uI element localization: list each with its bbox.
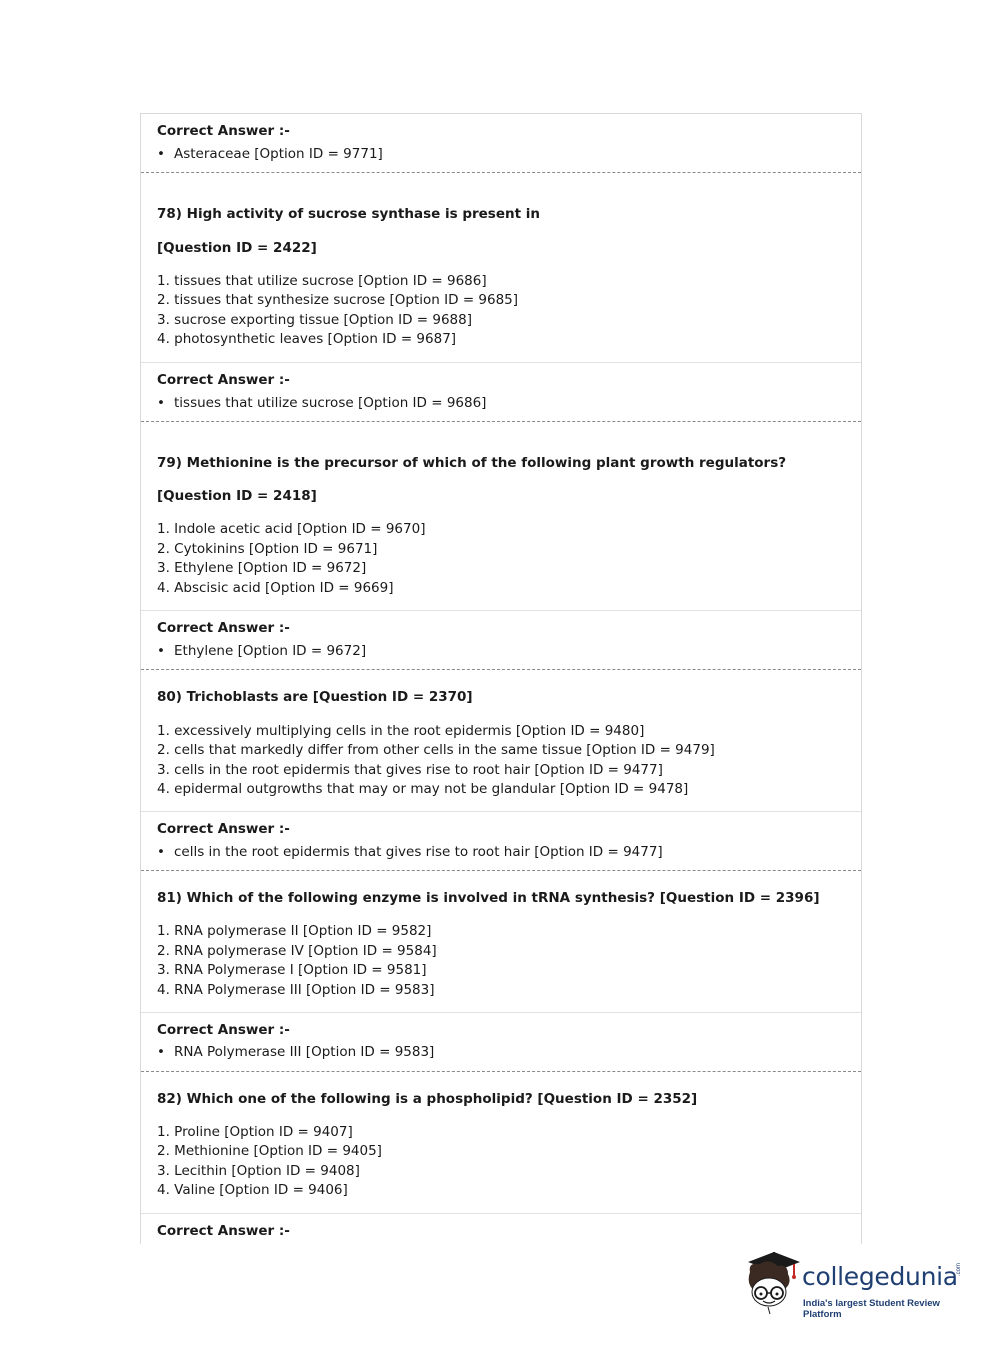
answer-row xyxy=(157,1044,434,1060)
question-title: 78) High activity of sucrose synthase is present in xyxy=(157,206,540,222)
brand-tagline: India's largest Student Review Platform xyxy=(803,1298,940,1320)
option-2: 2. cells that markedly differ from other cells in the same tissue [Option ID = 9479] xyxy=(157,742,715,758)
option-3: 3. Ethylene [Option ID = 9672] xyxy=(157,560,367,576)
exam-sheet xyxy=(140,113,862,1244)
answer-79 xyxy=(141,612,861,670)
question-80 xyxy=(141,671,861,812)
answer-row xyxy=(157,844,663,860)
answer-text: cells in the root epidermis that gives rise to root hair [Option ID = 9477] xyxy=(174,844,663,860)
option-1: 1. excessively multiplying cells in the root epidermis [Option ID = 9480] xyxy=(157,723,645,739)
option-1: 1. RNA polymerase II [Option ID = 9582] xyxy=(157,923,432,939)
answer-row xyxy=(157,643,366,659)
question-79 xyxy=(141,423,861,611)
collegedunia-logo[interactable] xyxy=(742,1248,972,1318)
option-1: 1. Indole acetic acid [Option ID = 9670] xyxy=(157,521,426,537)
option-2: 2. Methionine [Option ID = 9405] xyxy=(157,1143,382,1159)
brand-name: collegedunia xyxy=(802,1262,958,1291)
option-1: 1. tissues that utilize sucrose [Option ID = 9686] xyxy=(157,273,487,289)
option-1: 1. Proline [Option ID = 9407] xyxy=(157,1124,353,1140)
option-2: 2. RNA polymerase IV [Option ID = 9584] xyxy=(157,943,437,959)
option-4: 4. RNA Polymerase III [Option ID = 9583] xyxy=(157,982,435,998)
brand-com: .com xyxy=(956,1262,962,1276)
answer-label: Correct Answer :- xyxy=(157,1022,290,1038)
option-4: 4. Valine [Option ID = 9406] xyxy=(157,1182,348,1198)
question-title: 81) Which of the following enzyme is involved in tRNA synthesis? [Question ID = 2396] xyxy=(157,890,820,906)
option-3: 3. sucrose exporting tissue [Option ID = 9688] xyxy=(157,312,472,328)
question-82 xyxy=(141,1073,861,1214)
answer-text: RNA Polymerase III [Option ID = 9583] xyxy=(174,1044,435,1060)
bullet: • xyxy=(157,146,165,162)
question-id: [Question ID = 2422] xyxy=(157,240,317,256)
bullet: • xyxy=(157,395,165,411)
question-title: 79) Methionine is the precursor of which of the following plant growth regulators? xyxy=(157,455,787,471)
answer-row xyxy=(157,395,486,411)
option-4: 4. photosynthetic leaves [Option ID = 9687] xyxy=(157,331,457,347)
bullet: • xyxy=(157,1044,165,1060)
option-4: 4. Abscisic acid [Option ID = 9669] xyxy=(157,580,394,596)
answer-82 xyxy=(141,1215,861,1245)
question-78 xyxy=(141,174,861,363)
option-2: 2. tissues that synthesize sucrose [Option ID = 9685] xyxy=(157,292,519,308)
answer-text: tissues that utilize sucrose [Option ID = 9686] xyxy=(174,395,487,411)
option-3: 3. RNA Polymerase I [Option ID = 9581] xyxy=(157,962,427,978)
mascot-icon xyxy=(742,1248,802,1318)
answer-text: Ethylene [Option ID = 9672] xyxy=(174,643,367,659)
answer-label: Correct Answer :- xyxy=(157,1223,290,1239)
answer-label: Correct Answer :- xyxy=(157,372,290,388)
answer-row xyxy=(157,146,383,162)
answer-81 xyxy=(141,1014,861,1072)
bullet: • xyxy=(157,844,165,860)
answer-label: Correct Answer :- xyxy=(157,123,290,139)
question-id: [Question ID = 2418] xyxy=(157,488,317,504)
answer-label: Correct Answer :- xyxy=(157,821,290,837)
option-2: 2. Cytokinins [Option ID = 9671] xyxy=(157,541,378,557)
question-title: 80) Trichoblasts are [Question ID = 2370] xyxy=(157,689,473,705)
answer-80 xyxy=(141,813,861,871)
question-title: 82) Which one of the following is a phospholipid? [Question ID = 2352] xyxy=(157,1091,698,1107)
option-4: 4. epidermal outgrowths that may or may not be glandular [Option ID = 9478] xyxy=(157,781,689,797)
option-3: 3. cells in the root epidermis that gives rise to root hair [Option ID = 9477] xyxy=(157,762,663,778)
answer-text: Asteraceae [Option ID = 9771] xyxy=(174,146,383,162)
question-81 xyxy=(141,872,861,1013)
answer-78 xyxy=(141,364,861,422)
bullet: • xyxy=(157,643,165,659)
option-3: 3. Lecithin [Option ID = 9408] xyxy=(157,1163,360,1179)
prev-answer-block xyxy=(141,114,861,173)
answer-label: Correct Answer :- xyxy=(157,620,290,636)
